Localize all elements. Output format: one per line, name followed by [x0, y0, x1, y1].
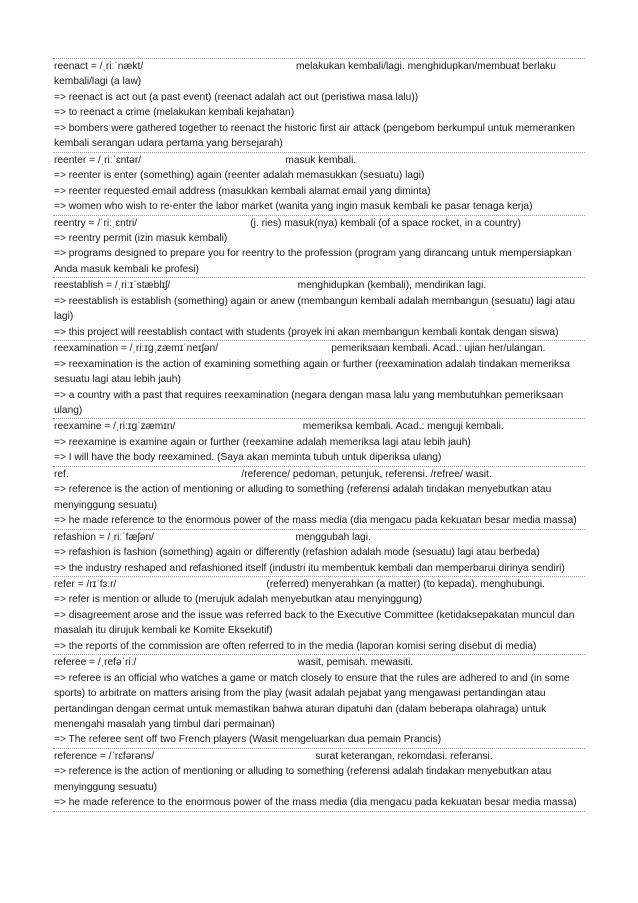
dictionary-entry — [53, 576, 585, 654]
dictionary-entry — [53, 152, 585, 215]
example-line: => the industry reshaped and refashioned itself (industri itu membentuk kembali dan memperbarui dirinya sendiri) — [54, 562, 565, 574]
example-line: => reference is the action of mentioning or alluding to something (referensi adalah tindakan menyebutkan atau menyinggung sesuatu) — [54, 484, 552, 511]
example-line: => disagreement arose and the issue was referred back to the Executive Committee (ketidaksepakatan muncul dan masalah itu dirujuk kembali ke Komite Eksekutif) — [54, 609, 575, 637]
entry-headword: reestablish = /ˌriːɪˈstæblɪʃ/ menghidupkan (kembali), mendirikan lagi. — [54, 280, 487, 292]
dictionary-entry — [53, 654, 585, 748]
dictionary-page — [53, 58, 585, 812]
dictionary-entry — [53, 748, 585, 812]
entry-headword: reentry = /ˈriːˌɛntri/ (j. ries) masuk(nya) kembali (of a space rocket, in a country) — [54, 217, 521, 229]
example-line: => a country with a past that requires reexamination (negara dengan masa lalu yang membutuhkan pemeriksaan ulang) — [54, 389, 564, 416]
example-line: => reenact is act out (a past event) (reenact adalah act out (peristiwa masa lalu)) — [54, 91, 419, 103]
example-line: => he made reference to the enormous power of the mass media (dia mengacu pada kekuatan besar media massa) — [54, 515, 577, 527]
example-line: => referee is an official who watches a game or match closely to ensure that the rules are adhered to and (in some sports) to arbitrate on matters arising from the play (wasit adalah pejabat yang mengawasi pertandingan atau pertandingan dengan cermat untuk memastikan bahwa aturan dipatuhi dan (dalam beberapa olahraga) untuk menengahi masalah yang timbul dari permainan) — [54, 672, 570, 731]
entry-headword: refer = /rɪˈfɜːr/ (referred) menyerahkan (a matter) (to kepada). menghubungi. — [54, 578, 545, 590]
example-line: => I will have the body reexamined. (Saya akan meminta tubuh untuk diperiksa ulang) — [54, 452, 442, 464]
dictionary-entry — [53, 340, 585, 418]
example-line: => this project will reestablish contact with students (proyek ini akan membangun kembali kontak dengan siswa) — [54, 326, 559, 338]
example-line: => he made reference to the enormous power of the mass media (dia mengacu pada kekuatan besar media massa) — [54, 797, 577, 809]
dictionary-entry — [53, 215, 585, 278]
example-line: => women who wish to re-enter the labor market (wanita yang ingin masuk kembali ke pasar tenaga kerja) — [54, 201, 533, 213]
example-line: => refashion is fashion (something) again or differently (refashion adalah mode (sesuatu) lagi atau berbeda) — [54, 547, 540, 559]
entry-headword: reexamination = /ˌriːɪɡˌzæmɪˈneɪʃən/ pemeriksaan kembali. Acad.: ujian her/ulangan. — [54, 343, 546, 355]
example-line: => to reenact a crime (melakukan kembali kejahatan) — [54, 107, 295, 119]
example-line: => reexamination is the action of examining something again or further (reexamination adalah tindakan memeriksa sesuatu lagi atau lebih jauh) — [54, 358, 570, 386]
entry-headword: referee = /ˌrefəˈriː/ wasit, pemisah. mewasiti. — [54, 657, 414, 669]
dictionary-entry — [53, 418, 585, 465]
example-line: => bombers were gathered together to reenact the historic first air attack (pengebom berkumpul untuk memeranken kembali serangan udara pertama yang bersejarah) — [54, 122, 575, 150]
example-line: => the reports of the commission are often referred to in the media (laporan komisi sering disebut di media) — [54, 640, 537, 652]
example-line: => reestablish is establish (something) again or anew (membangun kembali adalah membangun (sesuatu) lagi atau lagi) — [54, 295, 575, 323]
entry-headword: ref. /reference/ pedoman, petunjuk, referensi. /refree/ wasit. — [54, 468, 492, 480]
entry-headword: reexamine = /ˌriːɪɡˈzæmɪn/ memeriksa kembali. Acad.: menguji kembali. — [54, 421, 504, 433]
example-line: => reenter is enter (something) again (reenter adalah memasukkan (sesuatu) lagi) — [54, 170, 425, 182]
dictionary-entry — [53, 277, 585, 340]
example-line: => reenter requested email address (masukkan kembali alamat email yang diminta) — [54, 185, 431, 197]
entry-headword: refashion = /ˌriːˈfæʃən/ menggubah lagi. — [54, 531, 371, 543]
entry-headword: reference = /ˈrɛfərəns/ surat keterangan, rekomdasi. referansi. — [54, 750, 493, 762]
dictionary-entry — [53, 58, 585, 152]
example-line: => reference is the action of mentioning or alluding to something (referensi adalah tindakan menyebutkan atau menyinggung sesuatu) — [54, 766, 552, 793]
example-line: => refer is mention or allude to (merujuk adalah menyebutkan atau menyinggung) — [54, 594, 423, 606]
example-line: => reentry permit (izin masuk kembali) — [54, 232, 228, 244]
dictionary-entry — [53, 466, 585, 529]
example-line: => programs designed to prepare you for reentry to the profession (program yang dirancang untuk mempersiapkan Anda masuk kembali ke profesi) — [54, 248, 572, 275]
entry-headword: reenact = /ˌriːˈnækt/ melakukan kembali/lagi. menghidupkan/membuat berlaku kembali/lagi (a law) — [54, 61, 559, 88]
entry-headword: reenter = /ˌriːˈɛntər/ masuk kembali. — [54, 154, 357, 166]
example-line: => The referee sent off two French players (Wasit mengeluarkan dua pemain Prancis) — [54, 734, 442, 746]
dictionary-entry — [53, 529, 585, 576]
example-line: => reexamine is examine again or further (reexamine adalah memeriksa lagi atau lebih jauh) — [54, 436, 471, 448]
